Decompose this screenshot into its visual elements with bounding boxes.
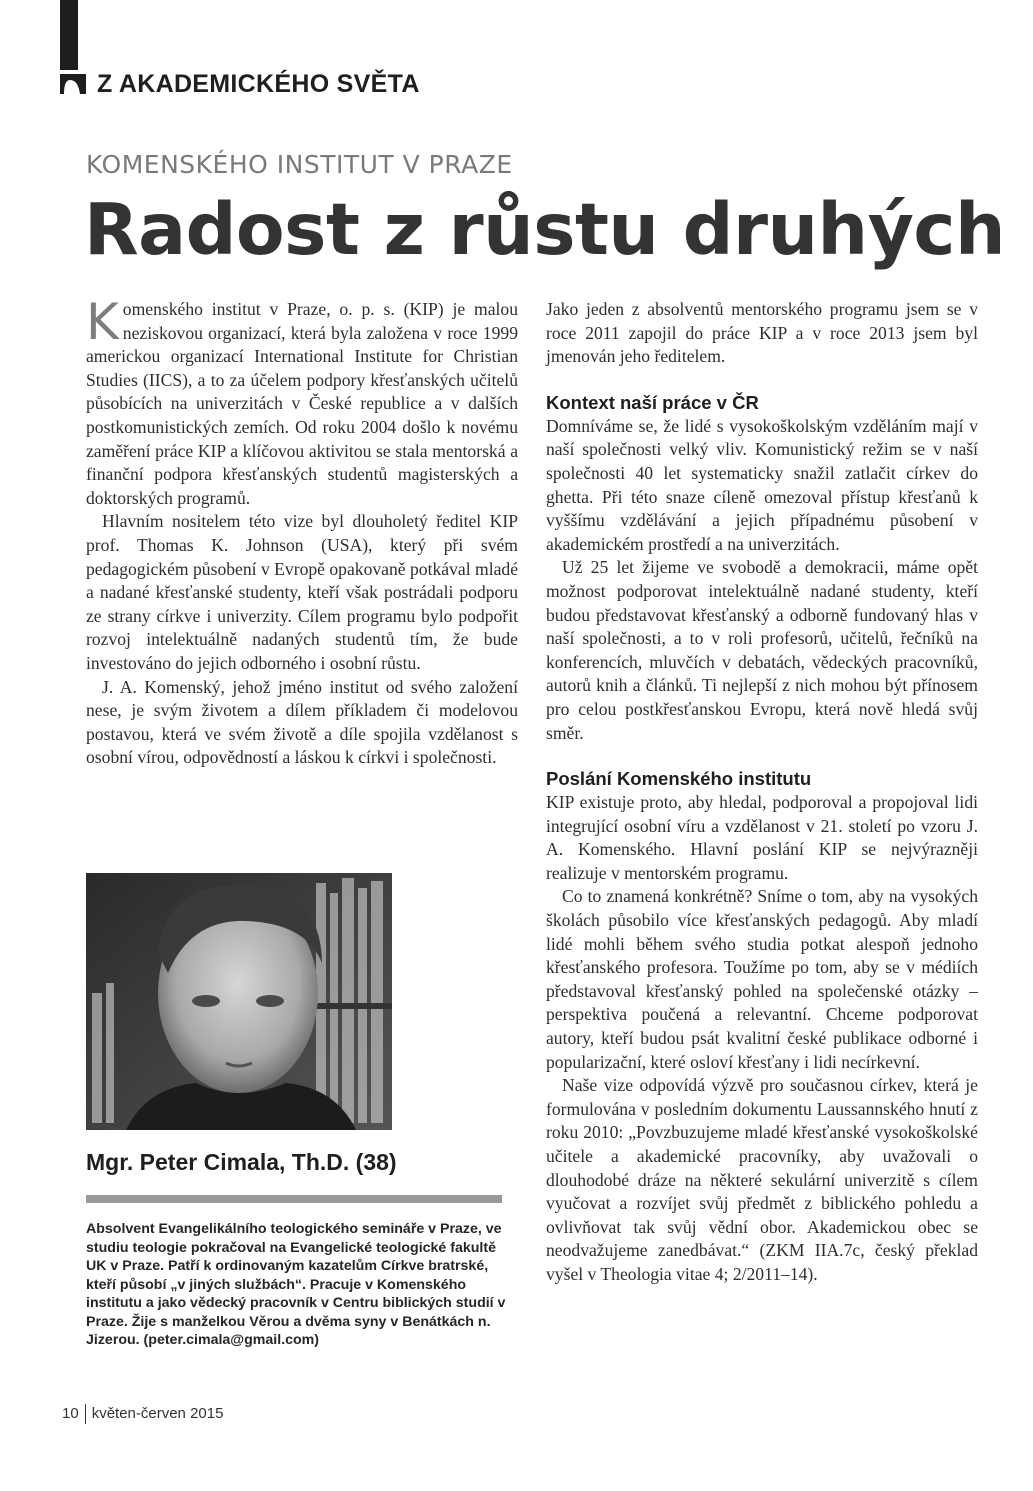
subheading-mission: Poslání Komenského institutu — [546, 768, 812, 790]
left-column — [86, 293, 518, 770]
paragraph: Co to znamená konkrétně? Sníme o tom, aby na vysokých školách působilo více křesťanských pedagogů. Aby mladí lidé mohli během svého studia potkat alespoň jednoho křesťanského profesora. Toužíme po tom, aby se v médiích představoval křesťanský pohled na společenské otázky – perspektiva poučená a relevantní. Chceme podporovat autory, kteří budou psát kvalitní české publikace odborné i popularizační, které osloví křesťany i lidi necírkevní. — [546, 886, 978, 1072]
paragraph: Naše vize odpovídá výzvě pro současnou církev, která je formulována v posledním dokumentu Laussannského hnutí z roku 2010: „Povzbuzujeme mladé křesťanské vysokoškolské učitele a akademické pracovníky, aby uvažovali o dlouhodobé dráze na některé sekulární univerzitě s cílem vyučovat a rozvíjet svůj předmět z biblického pohledu a ovlivňovat tak svůj vědní obor. Akademickou obec se neodvažujeme zanedbávat.“ (ZKM IIA.7c, český překlad vyšel v Theologia vitae 4; 2/2011–14). — [546, 1075, 978, 1284]
paragraph-intro-text: omenského institut v Praze, o. p. s. (KIP) je malou neziskovou organizací, která byla založena v roce 1999 americkou organizací International Institute for Christian Studies (IICS), a to za účelem podpory křesťanských učitelů působících na univerzitách v České republice a v dalších postkomunistických zemích. Od roku 2004 došlo k novému zaměření práce KIP a klíčovou aktivitou se stala mentorská a finanční podpora křesťanských studentů magisterských a doktorských programů. — [86, 299, 518, 508]
page-number: 10 — [62, 1404, 79, 1422]
subheading-context: Kontext naší práce v ČR — [546, 391, 759, 413]
drop-cap: K — [86, 293, 119, 351]
issue-date: květen-červen 2015 — [91, 1404, 224, 1422]
section-marker-bar — [60, 0, 78, 70]
author-name: Mgr. Peter Cimala, Th.D. (38) — [86, 1149, 397, 1175]
page-footer — [62, 1404, 223, 1424]
paragraph: Domníváme se, že lidé s vysokoškolským vzděláním mají v naší společnosti velký vliv. Komunistický režim se v naší společnosti 40 let systematicky snažil zatlačit církev do ghetta. Při této snaze cíleně omezoval přístup křesťanů k vyššímu vzdělávání a jejich případnému působení v akademickém prostředí a na univerzitách. — [546, 415, 978, 554]
spacer — [546, 369, 978, 391]
spacer — [546, 745, 978, 767]
author-portrait-photo — [86, 873, 392, 1130]
paragraph: Hlavním nositelem této vize byl dlouholetý ředitel KIP prof. Thomas K. Johnson (USA), který při svém pedagogickém působení v Evropě opakovaně potkával mladé a nadané křesťanské studenty, kteří však postrádali podporu ze strany církve i univerzity. Cílem programu bylo podpořit rozvoj intelektuálně nadaných studentů tím, že bude investováno do jejich odborného i osobní růstu. — [86, 511, 518, 673]
paragraph: Jako jeden z absolventů mentorského programu jsem se v roce 2011 zapojil do práce KIP a v roce 2013 jsem byl jmenován jeho ředitelem. — [546, 299, 978, 367]
right-column — [546, 298, 978, 1287]
paragraph: KIP existuje proto, aby hledal, podporoval a propojoval lidi integrující osobní víru a vzdělanost v 21. století po vzoru J. A. Komenského. Hlavní poslání KIP se nejvýrazněji realizuje v mentorském programu. — [546, 792, 978, 883]
section-label: Z AKADEMICKÉHO SVĚTA — [97, 70, 420, 98]
divider — [86, 1195, 502, 1203]
article-title: Radost z růstu druhých — [84, 188, 1006, 271]
article-kicker: KOMENSKÉHO INSTITUT V PRAZE — [86, 150, 513, 179]
author-bio: Absolvent Evangelikálního teologického semináře v Praze, ve studiu teologie pokračoval na Evangelické teologické fakultě UK v Praze. Patří k ordinovaným kazatelům Církve bratrské, kteří působí „v jiných službách“. Pracuje v Komenského institutu a jako vědecký pracovník v Centru biblických studií v Praze. Žije s manželkou Věrou a dvěma syny v Benátkách n. Jizerou. (peter.cimala@gmail.com) — [86, 1221, 506, 1348]
paragraph: Už 25 let žijeme ve svobodě a demokracii, máme opět možnost podporovat intelektuálně nadané studenty, kteří budou představovat křesťanský a odborně fundovaný hlas v naší společnosti, a to v roli profesorů, učitelů, řečníků na konferencích, mluvčích v debatách, vědeckých pracovníků, autorů knih a článků. Ti nejlepší z nich mohou být přínosem pro celou postkřesťanskou Evropu, která nově hledá svůj směr. — [546, 557, 978, 743]
paragraph: J. A. Komenský, jehož jméno institut od svého založení nese, je svým životem a dílem příkladem či modelovou postavou, která ve svém životě a díle spojila vzdělanost s osobní vírou, odpovědností a láskou k církvi i společnosti. — [86, 676, 518, 768]
footer-separator — [85, 1404, 86, 1424]
section-corner-icon — [60, 74, 86, 94]
paragraph-intro — [86, 293, 518, 510]
